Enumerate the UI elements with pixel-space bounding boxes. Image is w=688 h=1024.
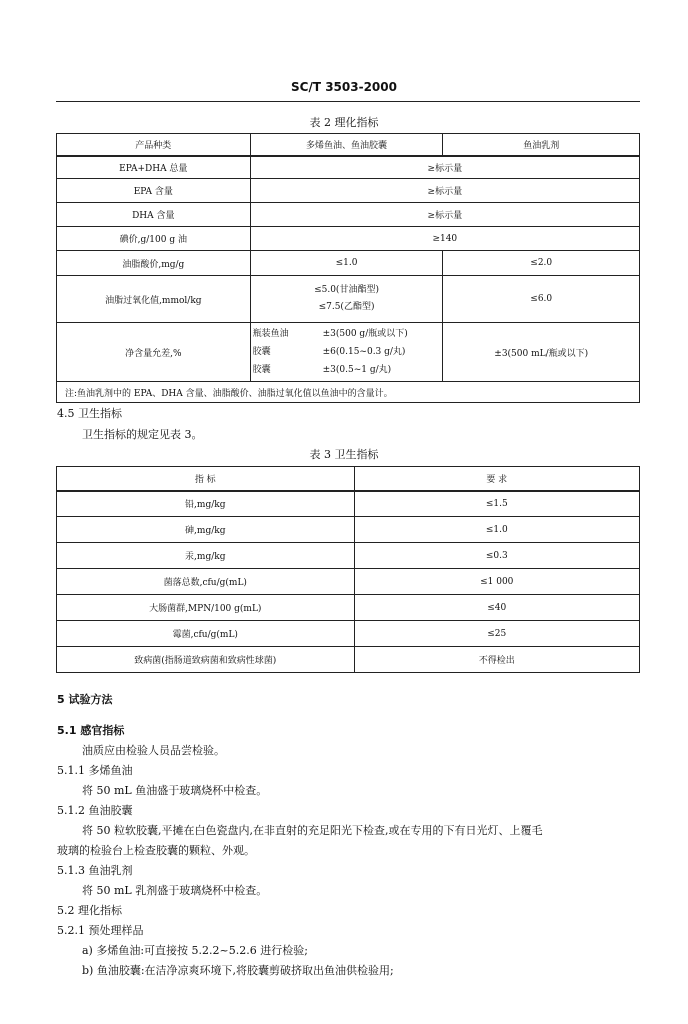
cell-line: ≤5.0(甘油酯型) xyxy=(314,285,379,295)
table-cell: 净含量允差,% xyxy=(57,323,251,382)
table-cell: 油脂酸价,mg/g xyxy=(57,251,251,276)
table-row xyxy=(57,251,640,276)
table-row xyxy=(57,569,640,595)
table-cell: ≤1.5 xyxy=(354,491,639,517)
section-5-2-heading: 5.2 理化指标 xyxy=(57,904,122,917)
section-5-1-1-text: 将 50 mL 鱼油盛于玻璃烧杯中检查。 xyxy=(82,784,268,797)
table-row xyxy=(57,543,640,569)
net-value: ±6(0.15~0.3 g/丸) xyxy=(322,347,406,357)
table-cell: ≤1.0 xyxy=(354,517,639,543)
table3-header-cell: 要 求 xyxy=(354,467,639,491)
table-row xyxy=(57,647,640,673)
table-cell: DHA 含量 xyxy=(57,203,251,227)
table-cell: ≤2.0 xyxy=(443,251,640,276)
table-row xyxy=(57,156,640,179)
table3 xyxy=(56,466,640,673)
table-row xyxy=(57,595,640,621)
table2-note: 注:鱼油乳剂中的 EPA、DHA 含量、油脂酸价、油脂过氧化值以鱼油中的含量计。 xyxy=(57,382,640,403)
table-cell: EPA+DHA 总量 xyxy=(57,156,251,179)
table-cell: 菌落总数,cfu/g(mL) xyxy=(57,569,355,595)
table-cell: ≤1 000 xyxy=(354,569,639,595)
table-cell: ≤40 xyxy=(354,595,639,621)
table-row xyxy=(57,179,640,203)
table-cell: 砷,mg/kg xyxy=(57,517,355,543)
section-5-1-3-text: 将 50 mL 乳剂盛于玻璃烧杯中检查。 xyxy=(82,884,268,897)
section-4-5-heading: 4.5 卫生指标 xyxy=(57,407,122,420)
table-cell: ≥标示量 xyxy=(250,179,639,203)
net-label: 瓶装鱼油 xyxy=(252,329,289,339)
section-5-1-2-text-line2: 玻璃的检验台上检查胶囊的颗粒、外观。 xyxy=(57,844,255,857)
table2-header-cell: 多烯鱼油、鱼油胶囊 xyxy=(250,134,443,156)
section-5-heading: 5 试验方法 xyxy=(57,693,113,706)
section-5-1-1-heading: 5.1.1 多烯鱼油 xyxy=(57,764,133,777)
table-cell: 致病菌(指肠道致病菌和致病性球菌) xyxy=(57,647,355,673)
table-cell: ±3(500 mL/瓶或以下) xyxy=(443,323,640,382)
header-rule xyxy=(56,101,640,102)
table-cell xyxy=(250,323,443,382)
section-5-1-3-heading: 5.1.3 鱼油乳剂 xyxy=(57,864,133,877)
section-5-1-text: 油质应由检验人员品尝检验。 xyxy=(82,744,225,757)
list-item-a: a) 多烯鱼油:可直接按 5.2.2~5.2.6 进行检验; xyxy=(82,944,308,957)
table2-header-cell: 鱼油乳剂 xyxy=(443,134,640,156)
section-5-2-1-heading: 5.2.1 预处理样品 xyxy=(57,924,144,937)
cell-line: ≤7.5(乙酯型) xyxy=(318,302,375,312)
section-4-5-text: 卫生指标的规定见表 3。 xyxy=(82,428,203,441)
table-cell xyxy=(250,276,443,323)
table-cell: ≤0.3 xyxy=(354,543,639,569)
net-label: 胶囊 xyxy=(252,347,271,357)
table-cell: 汞,mg/kg xyxy=(57,543,355,569)
net-value: ±3(500 g/瓶或以下) xyxy=(322,329,408,339)
table2 xyxy=(56,133,640,403)
table-row xyxy=(57,323,640,382)
table2-caption: 表 2 理化指标 xyxy=(309,116,379,129)
table-cell: ≥标示量 xyxy=(250,156,639,179)
table-cell: ≥140 xyxy=(250,227,639,251)
section-5-1-2-text-line1: 将 50 粒软胶囊,平摊在白色瓷盘内,在非直射的充足阳光下检查,或在专用的下有日光灯、上覆毛 xyxy=(82,824,543,837)
table-row xyxy=(57,276,640,323)
net-content-list xyxy=(253,325,441,379)
table3-header-cell: 指 标 xyxy=(57,467,355,491)
table2-header-cell: 产品种类 xyxy=(57,134,251,156)
table-cell: ≤6.0 xyxy=(443,276,640,323)
table-cell: ≤1.0 xyxy=(250,251,443,276)
net-value: ±3(0.5~1 g/丸) xyxy=(322,365,392,375)
table-cell: 不得检出 xyxy=(354,647,639,673)
table-cell: 油脂过氧化值,mmol/kg xyxy=(57,276,251,323)
table-cell: 碘价,g/100 g 油 xyxy=(57,227,251,251)
list-item-b: b) 鱼油胶囊:在洁净凉爽环境下,将胶囊剪破挤取出鱼油供检验用; xyxy=(82,964,394,977)
table-row xyxy=(57,227,640,251)
table-cell: EPA 含量 xyxy=(57,179,251,203)
table-row xyxy=(57,382,640,403)
table-cell: 霉菌,cfu/g(mL) xyxy=(57,621,355,647)
table-cell: ≥标示量 xyxy=(250,203,639,227)
table-row xyxy=(57,517,640,543)
table-cell: ≤25 xyxy=(354,621,639,647)
table-cell: 大肠菌群,MPN/100 g(mL) xyxy=(57,595,355,621)
table-row xyxy=(57,621,640,647)
table-row xyxy=(57,203,640,227)
section-5-1-2-heading: 5.1.2 鱼油胶囊 xyxy=(57,804,133,817)
net-label: 胶囊 xyxy=(252,365,271,375)
section-5-1-heading: 5.1 感官指标 xyxy=(57,724,125,737)
page-header-doc-number: SC/T 3503-2000 xyxy=(291,80,397,94)
table-row xyxy=(57,491,640,517)
table3-caption: 表 3 卫生指标 xyxy=(309,448,379,461)
table-cell: 铅,mg/kg xyxy=(57,491,355,517)
